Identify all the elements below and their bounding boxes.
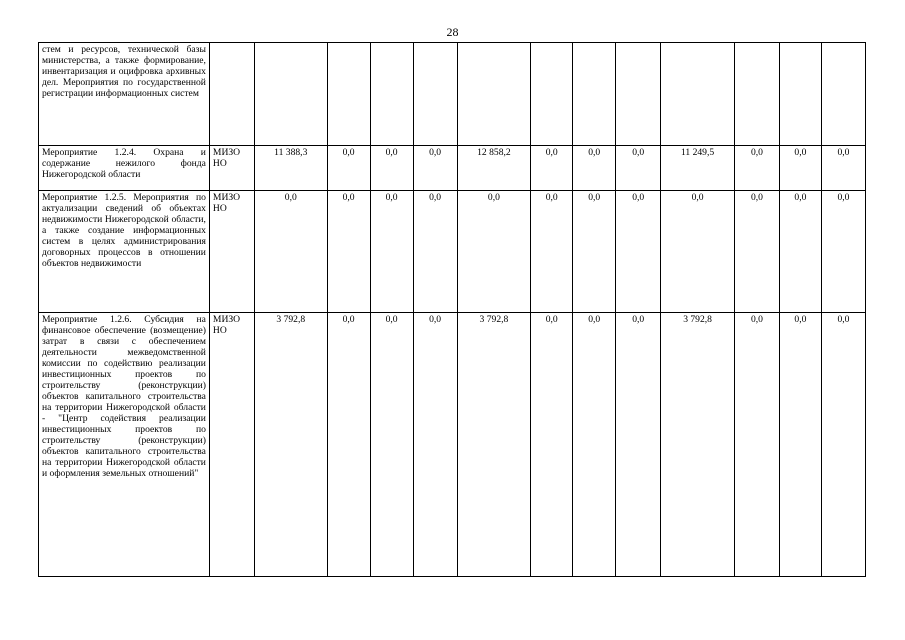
budget-table <box>38 42 866 577</box>
value-cell: 0,0 <box>327 146 370 191</box>
value-cell: 0,0 <box>327 313 370 577</box>
value-cell <box>370 43 413 146</box>
value-cell: 0,0 <box>661 191 735 313</box>
value-cell: 0,0 <box>531 191 573 313</box>
value-cell: 0,0 <box>370 313 413 577</box>
value-cell <box>457 43 531 146</box>
table-row <box>39 43 866 146</box>
value-cell: 0,0 <box>573 191 616 313</box>
row-executor: МИЗО НО <box>209 313 254 577</box>
value-cell: 0,0 <box>734 191 779 313</box>
value-cell: 0,0 <box>734 146 779 191</box>
value-cell: 0,0 <box>327 191 370 313</box>
value-cell: 0,0 <box>573 146 616 191</box>
value-cell: 3 792,8 <box>254 313 327 577</box>
value-cell <box>734 43 779 146</box>
value-cell: 0,0 <box>413 191 457 313</box>
value-cell: 0,0 <box>413 313 457 577</box>
value-cell: 0,0 <box>779 146 821 191</box>
table-row <box>39 313 866 577</box>
value-cell: 3 792,8 <box>457 313 531 577</box>
row-description: Мероприятие 1.2.5. Мероприятия по актуализации сведений об объектах недвижимости Нижегородской области, а также создание информационных систем в целях администрирования договорных процессов в отношении объектов недвижимости <box>39 191 210 313</box>
value-cell: 0,0 <box>573 313 616 577</box>
value-cell: 0,0 <box>616 313 661 577</box>
row-description: Мероприятие 1.2.6. Субсидия на финансовое обеспечение (возмещение) затрат в связи с обеспечением деятельности межведомственной комиссии по содействию реализации инвестиционных проектов по строительству (реконструкции) объектов капитального строительства на территории Нижегородской области - "Центр содействия реализации инвестиционных проектов по строительству (реконструкции) объектов капитального строительства на территории Нижегородской области и оформления земельных отношений" <box>39 313 210 577</box>
value-cell <box>413 43 457 146</box>
value-cell <box>573 43 616 146</box>
value-cell <box>616 43 661 146</box>
value-cell: 0,0 <box>370 191 413 313</box>
value-cell: 3 792,8 <box>661 313 735 577</box>
value-cell: 0,0 <box>821 313 865 577</box>
value-cell: 0,0 <box>734 313 779 577</box>
row-executor: МИЗО НО <box>209 146 254 191</box>
value-cell: 0,0 <box>821 146 865 191</box>
value-cell: 0,0 <box>779 313 821 577</box>
value-cell: 0,0 <box>531 146 573 191</box>
value-cell <box>779 43 821 146</box>
value-cell: 11 388,3 <box>254 146 327 191</box>
value-cell: 0,0 <box>779 191 821 313</box>
table-row <box>39 191 866 313</box>
row-executor <box>209 43 254 146</box>
value-cell <box>531 43 573 146</box>
value-cell: 0,0 <box>457 191 531 313</box>
table-body <box>39 43 866 577</box>
row-executor: МИЗО НО <box>209 191 254 313</box>
row-description: Мероприятие 1.2.4. Охрана и содержание нежилого фонда Нижегородской области <box>39 146 210 191</box>
value-cell: 11 249,5 <box>661 146 735 191</box>
value-cell: 0,0 <box>413 146 457 191</box>
value-cell <box>821 43 865 146</box>
value-cell <box>254 43 327 146</box>
value-cell: 0,0 <box>370 146 413 191</box>
row-description: стем и ресурсов, технической базы министерства, а также формирование, инвентаризация и оцифровка архивных дел. Мероприятия по государственной регистрации информационных систем <box>39 43 210 146</box>
page-number: 28 <box>446 25 459 39</box>
table-row <box>39 146 866 191</box>
value-cell: 0,0 <box>254 191 327 313</box>
value-cell: 0,0 <box>616 191 661 313</box>
value-cell: 12 858,2 <box>457 146 531 191</box>
value-cell: 0,0 <box>616 146 661 191</box>
value-cell <box>661 43 735 146</box>
value-cell <box>327 43 370 146</box>
value-cell: 0,0 <box>821 191 865 313</box>
value-cell: 0,0 <box>531 313 573 577</box>
